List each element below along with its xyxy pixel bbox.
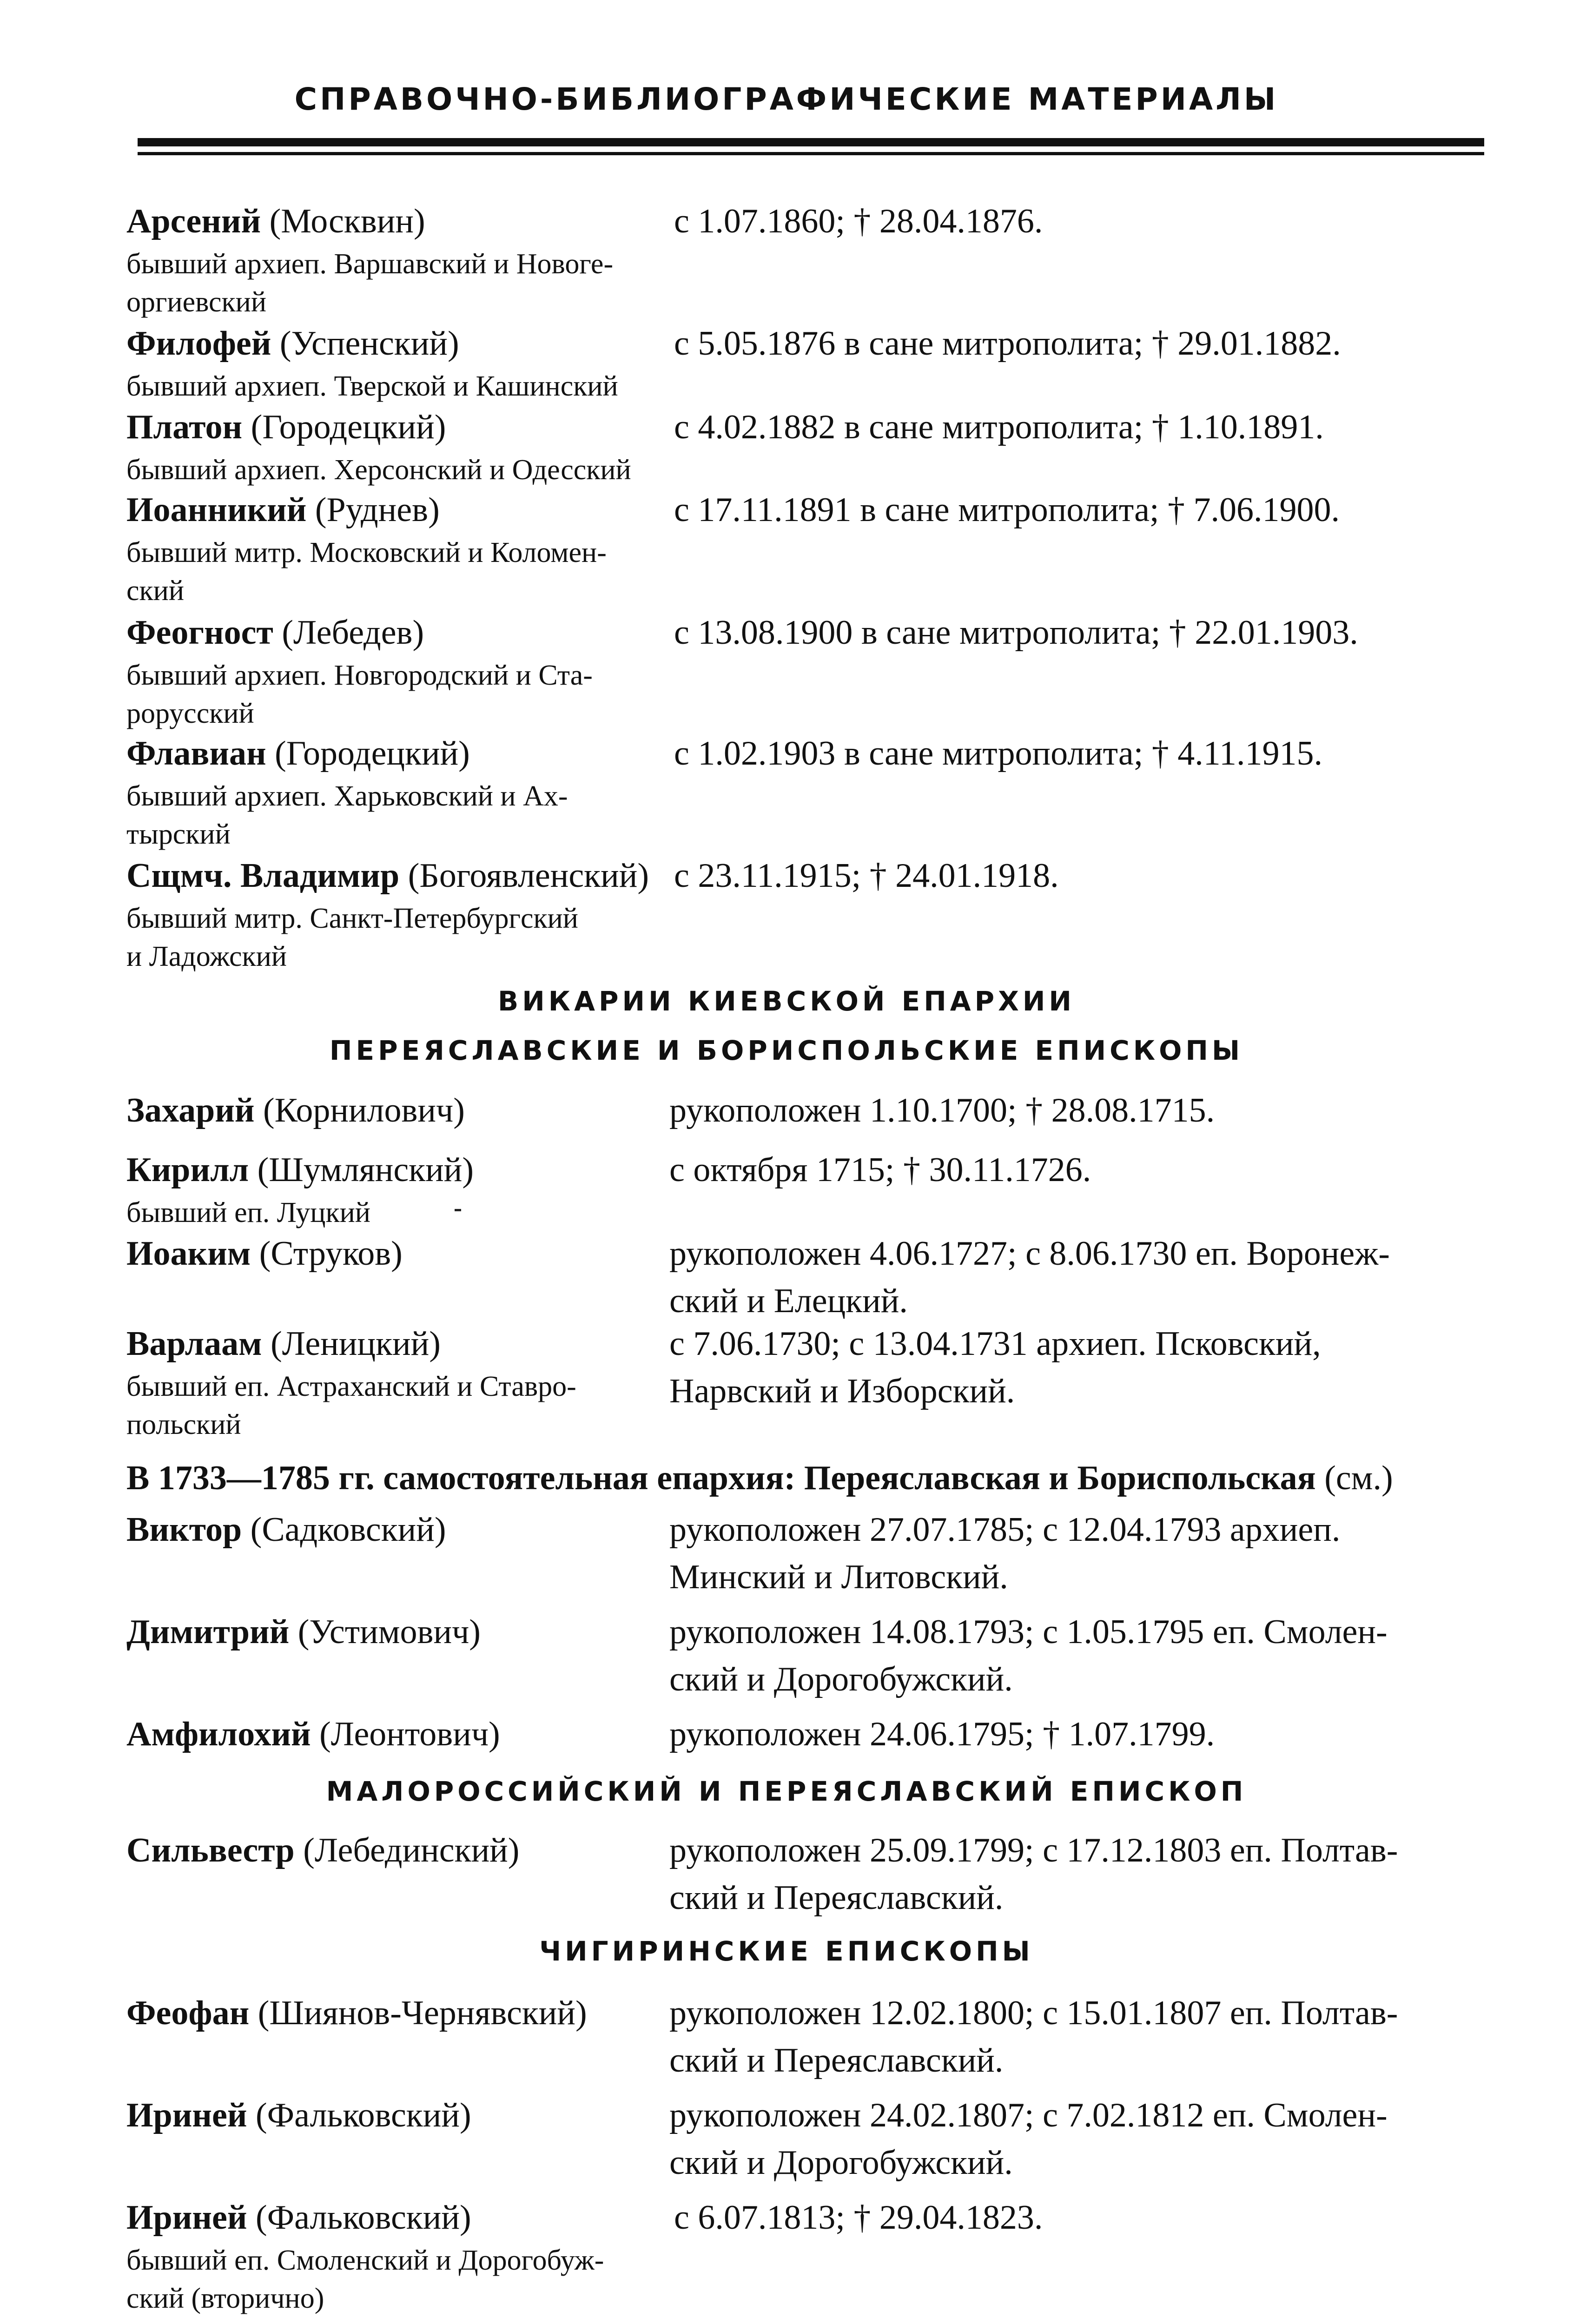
- running-head: СПРАВОЧНО-БИБЛИОГРАФИЧЕСКИЕ МАТЕРИАЛЫ: [294, 81, 1279, 117]
- entry-former-see: бывший митр. Московский и Коломен- ский: [126, 537, 607, 607]
- entry-former-see: бывший архиеп. Херсонский и Одесский: [126, 454, 631, 486]
- entry-dates: с 6.07.1813; † 29.04.1823.: [674, 2199, 1043, 2237]
- entry-surname: (Садковский): [250, 1511, 446, 1549]
- entry-dates: с 13.08.1900 в сане митрополита; † 22.01.1903.: [674, 614, 1358, 652]
- entry-surname: (Корнилович): [263, 1091, 465, 1129]
- header-rule-thin: [138, 152, 1484, 155]
- entry-surname: (Лебедев): [282, 614, 424, 652]
- entry-name: Кирилл: [126, 1151, 249, 1189]
- entry-name: Арсений: [126, 202, 261, 240]
- entry-surname: (Фальковский): [255, 2096, 471, 2134]
- note-bold-text: В 1733—1785 гг. самостоятельная епархия: Переяславская и Бориспольская: [126, 1459, 1316, 1497]
- header-rule-thick: [138, 138, 1484, 146]
- section-heading-pereyaslav: ПЕРЕЯСЛАВСКИЕ И БОРИСПОЛЬСКИЕ ЕПИСКОПЫ: [329, 1035, 1244, 1066]
- note-reference: (см.): [1315, 1459, 1393, 1497]
- entry-surname: (Устимович): [297, 1613, 481, 1651]
- entry-name: Димитрий: [126, 1613, 290, 1651]
- entry-dates: рукоположен 1.10.1700; † 28.08.1715.: [669, 1091, 1215, 1129]
- stray-mark: [455, 1209, 461, 1211]
- entry-former-see: бывший архиеп. Варшавский и Новоге- оргиевский: [126, 248, 614, 318]
- entry-former-see: бывший архиеп. Харьковский и Ах- тырский: [126, 780, 568, 850]
- entry-name: Феогност: [126, 614, 273, 652]
- entry-surname: (Городецкий): [251, 408, 446, 446]
- entry-name: Варлаам: [126, 1325, 262, 1363]
- entry-name: Филофей: [126, 324, 271, 363]
- entry-dates: рукоположен 4.06.1727; с 8.06.1730 еп. Воронеж- ский и Елецкий.: [669, 1235, 1390, 1320]
- section-heading-chigirin: ЧИГИРИНСКИЕ ЕПИСКОПЫ: [539, 1935, 1034, 1967]
- entry-dates: с октября 1715; † 30.11.1726.: [669, 1151, 1091, 1189]
- entry-former-see: бывший еп. Луцкий: [126, 1197, 370, 1228]
- entry-surname: (Лебединский): [303, 1831, 520, 1869]
- entry-name: Иоанникий: [126, 491, 307, 529]
- entry-dates: рукоположен 14.08.1793; с 1.05.1795 еп. Смолен- ский и Дорогобужский.: [669, 1613, 1388, 1698]
- entry-former-see: бывший еп. Смоленский и Дорогобуж- ский (вторично): [126, 2245, 604, 2314]
- entry-dates: рукоположен 27.07.1785; с 12.04.1793 архиеп. Минский и Литовский.: [669, 1511, 1341, 1596]
- entry-name: Виктор: [126, 1511, 242, 1549]
- entry-name: Ириней: [126, 2199, 247, 2237]
- entry-dates: с 4.02.1882 в сане митрополита; † 1.10.1891.: [674, 408, 1324, 446]
- independent-eparchy-note: [126, 1455, 1493, 1501]
- section-heading-vicars: ВИКАРИИ КИЕВСКОЙ ЕПАРХИИ: [498, 985, 1075, 1017]
- entry-name: Сильвестр: [126, 1831, 295, 1869]
- entry-dates: с 5.05.1876 в сане митрополита; † 29.01.1882.: [674, 324, 1341, 363]
- entry-dates: с 7.06.1730; с 13.04.1731 архиеп. Псковский, Нарвский и Изборский.: [669, 1325, 1321, 1410]
- entry-name: Ириней: [126, 2096, 247, 2134]
- entry-dates: рукоположен 24.02.1807; с 7.02.1812 еп. Смолен- ский и Дорогобужский.: [669, 2096, 1388, 2182]
- entry-surname: (Успенский): [279, 324, 459, 363]
- entry-surname: (Фальковский): [255, 2199, 471, 2237]
- entry-name: Флавиан: [126, 734, 266, 772]
- entry-surname: (Шиянов-Чернявский): [258, 1994, 587, 2032]
- entry-name: Иоаким: [126, 1235, 251, 1273]
- entry-surname: (Струков): [259, 1235, 403, 1273]
- entry-former-see: бывший митр. Санкт-Петербургский и Ладожский: [126, 903, 578, 972]
- entry-former-see: бывший архиеп. Новгородский и Ста- рорусский: [126, 660, 593, 729]
- entry-former-see: бывший еп. Астраханский и Ставро- польский: [126, 1371, 576, 1440]
- entry-dates: с 17.11.1891 в сане митрополита; † 7.06.1900.: [674, 491, 1340, 529]
- entry-name: Платон: [126, 408, 243, 446]
- entry-dates: рукоположен 25.09.1799; с 17.12.1803 еп. Полтав- ский и Переяславский.: [669, 1831, 1398, 1917]
- entry-name: Амфилохий: [126, 1715, 311, 1753]
- entry-surname: (Богоявленский): [408, 857, 649, 895]
- section-heading-malorossia: МАЛОРОССИЙСКИЙ И ПЕРЕЯСЛАВСКИЙ ЕПИСКОП: [326, 1776, 1247, 1807]
- entry-dates: рукоположен 12.02.1800; с 15.01.1807 еп. Полтав- ский и Переяславский.: [669, 1994, 1398, 2080]
- entry-surname: (Шумлянский): [257, 1151, 474, 1189]
- entry-dates: с 1.07.1860; † 28.04.1876.: [674, 202, 1043, 240]
- entry-dates: с 1.02.1903 в сане митрополита; † 4.11.1915.: [674, 734, 1323, 772]
- entry-surname: (Городецкий): [275, 734, 470, 772]
- entry-dates: с 23.11.1915; † 24.01.1918.: [674, 857, 1059, 895]
- entry-former-see: бывший архиеп. Тверской и Кашинский: [126, 370, 618, 402]
- entry-name: Захарий: [126, 1091, 255, 1129]
- entry-dates: рукоположен 24.06.1795; † 1.07.1799.: [669, 1715, 1215, 1753]
- entry-name: Феофан: [126, 1994, 250, 2032]
- entry-name: Сщмч. Владимир: [126, 857, 400, 895]
- entry-surname: (Леонтович): [319, 1715, 500, 1753]
- entry-surname: (Леницкий): [271, 1325, 441, 1363]
- entry-surname: (Руднев): [315, 491, 440, 529]
- entry-surname: (Москвин): [269, 202, 425, 240]
